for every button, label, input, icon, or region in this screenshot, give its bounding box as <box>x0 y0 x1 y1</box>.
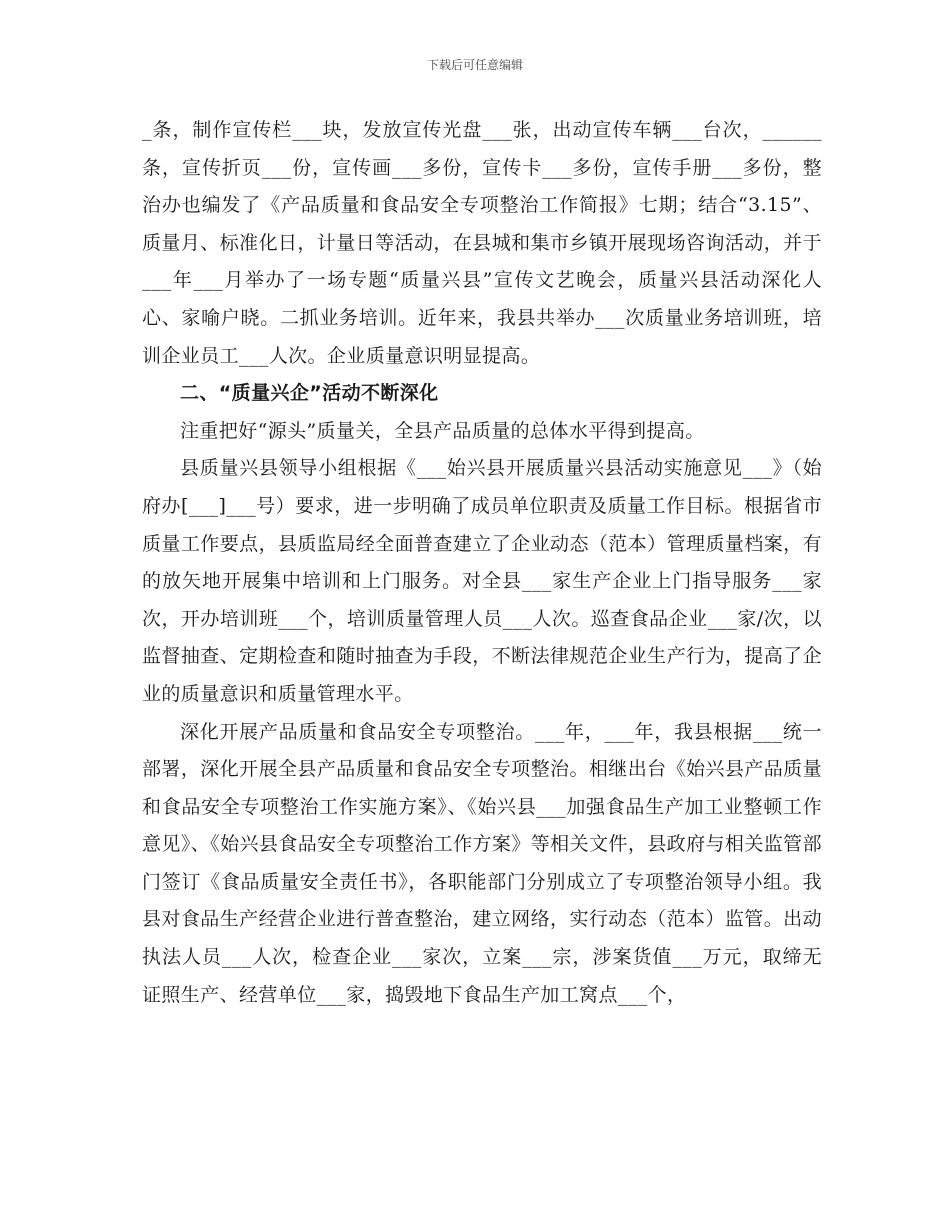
document-body <box>142 112 822 1014</box>
section-heading: 二、“质量兴企”活动不断深化 <box>180 382 439 405</box>
paragraph-leadership-group: 县质量兴县领导小组根据《___始兴县开展质量兴县活动实施意见___》（始府办[___]___号）要求，进一步明确了成员单位职责及质量工作目标。根据省市质量工作要点，县质监局经全面普查建立了企业动态（范本）管理质量档案，有的放矢地开展集中培训和上门服务。对全县___家生产企业上门指导服务___家次，开办培训班___个，培训质量管理人员___人次。巡查食品企业___家/次，以监督抽查、定期检查和随时抽查为手段，不断法律规范企业生产行为，提高了企业的质量意识和质量管理水平。 <box>142 457 822 705</box>
paragraph-publicity: _条，制作宣传栏___块，发放宣传光盘___张，出动宣传车辆___台次，______条，宣传折页___份，宣传画___多份，宣传卡___多份，宣传手册___多份，整治办也编发了《产品质量和食品安全专项整治工作简报》七期；结合“3.15”、质量月、标准化日，计量日等活动，在县城和集市乡镇开展现场咨询活动，并于___年___月举办了一场专题“质量兴县”宣传文艺晚会，质量兴县活动深化人心、家喻户晓。二抓业务培训。近年来，我县共举办___次质量业务培训班，培训企业员工___人次。企业质量意识明显提高。 <box>142 119 822 367</box>
paragraph-source-quality: 注重把好“源头”质量关，全县产品质量的总体水平得到提高。 <box>180 419 705 442</box>
paragraph-special-rectification: 深化开展产品质量和食品安全专项整治。___年，___年，我县根据___统一部署，深化开展全县产品质量和食品安全专项整治。相继出台《始兴县产品质量和食品安全专项整治工作实施方案》、《始兴县___加强食品生产加工业整顿工作意见》、《始兴县食品安全专项整治工作方案》等相关文件，县政府与相关监管部门签订《食品质量安全责任书》，各职能部门分别成立了专项整治领导小组。我县对食品生产经营企业进行普查整治，建立网络，实行动态（范本）监管。出动执法人员___人次，检查企业___家次，立案___宗，涉案货值___万元，取缔无证照生产、经营单位___家，捣毁地下食品生产加工窝点___个， <box>142 720 822 1006</box>
page-header: 下载后可任意编辑 <box>426 58 523 72</box>
